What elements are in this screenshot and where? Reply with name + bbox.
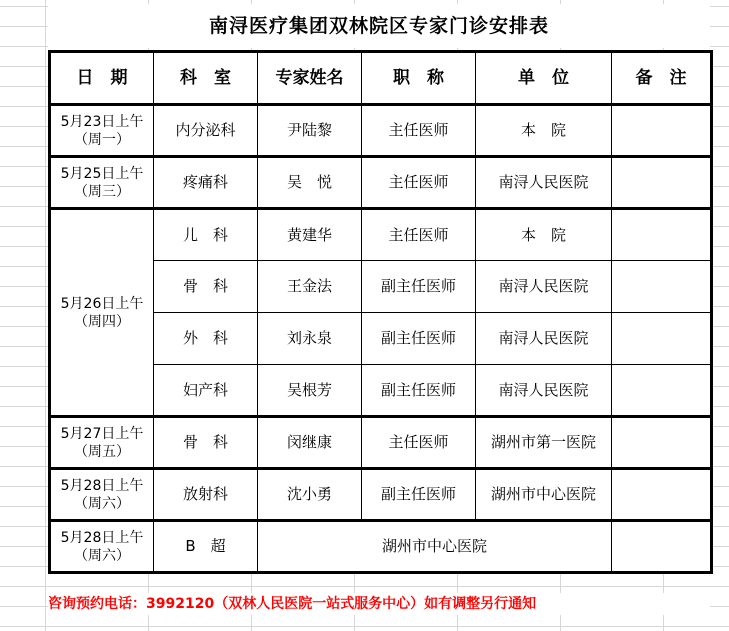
expert-cell: 吴 悦 <box>258 157 362 209</box>
note-cell <box>612 313 712 365</box>
date-cell <box>50 469 154 521</box>
note-cell <box>612 469 712 521</box>
note-cell <box>612 105 712 157</box>
position-cell: 主任医师 <box>362 157 476 209</box>
header-position: 职 称 <box>362 52 476 105</box>
page-title: 南浔医疗集团双林院区专家门诊安排表 <box>48 4 710 48</box>
header-dept: 科 室 <box>154 52 258 105</box>
position-cell: 主任医师 <box>362 417 476 469</box>
date-text: 5月25日上午 <box>60 165 144 182</box>
note-cell <box>612 157 712 209</box>
table-row <box>50 209 712 261</box>
weekday-text: （周一） <box>74 131 130 148</box>
header-row <box>50 52 712 105</box>
table-row <box>50 469 712 521</box>
note-cell <box>612 365 712 417</box>
note-cell <box>612 261 712 313</box>
weekday-text: （周五） <box>74 443 130 460</box>
dept-cell: 儿 科 <box>154 209 258 261</box>
unit-cell: 湖州市中心医院 <box>476 469 612 521</box>
date-text: 5月28日上午 <box>60 529 144 546</box>
dept-cell: 疼痛科 <box>154 157 258 209</box>
position-cell: 副主任医师 <box>362 313 476 365</box>
dept-cell: 外 科 <box>154 313 258 365</box>
unit-cell: 本 院 <box>476 105 612 157</box>
expert-cell: 黄建华 <box>258 209 362 261</box>
date-cell <box>50 157 154 209</box>
unit-cell: 南浔人民医院 <box>476 365 612 417</box>
expert-cell: 吴根芳 <box>258 365 362 417</box>
note-cell <box>612 209 712 261</box>
position-cell: 副主任医师 <box>362 469 476 521</box>
position-cell: 副主任医师 <box>362 261 476 313</box>
dept-cell: 妇产科 <box>154 365 258 417</box>
table-row <box>50 521 712 573</box>
position-cell: 副主任医师 <box>362 365 476 417</box>
unit-cell: 南浔人民医院 <box>476 261 612 313</box>
table-row <box>50 417 712 469</box>
date-text: 5月28日上午 <box>60 477 144 494</box>
dept-cell: 内分泌科 <box>154 105 258 157</box>
position-cell: 主任医师 <box>362 105 476 157</box>
weekday-text: （周六） <box>74 547 130 564</box>
weekday-text: （周三） <box>74 183 130 200</box>
unit-cell: 湖州市中心医院 <box>258 521 612 573</box>
unit-cell: 南浔人民医院 <box>476 313 612 365</box>
expert-cell: 尹陆黎 <box>258 105 362 157</box>
dept-cell: 放射科 <box>154 469 258 521</box>
unit-cell: 南浔人民医院 <box>476 157 612 209</box>
expert-cell: 王金法 <box>258 261 362 313</box>
date-text: 5月23日上午 <box>60 113 144 130</box>
date-cell <box>50 209 154 417</box>
header-note: 备 注 <box>612 52 712 105</box>
unit-cell: 湖州市第一医院 <box>476 417 612 469</box>
note-cell <box>612 521 712 573</box>
header-unit: 单 位 <box>476 52 612 105</box>
unit-cell: 本 院 <box>476 209 612 261</box>
expert-cell: 沈小勇 <box>258 469 362 521</box>
header-expert: 专家姓名 <box>258 52 362 105</box>
position-cell: 主任医师 <box>362 209 476 261</box>
table-row <box>50 157 712 209</box>
date-text: 5月26日上午 <box>60 295 144 312</box>
footer-note: 咨询预约电话：3992120（双林人民医院一站式服务中心）如有调整另行通知 <box>48 593 710 615</box>
date-cell <box>50 105 154 157</box>
expert-cell: 刘永泉 <box>258 313 362 365</box>
header-date: 日 期 <box>50 52 154 105</box>
note-cell <box>612 417 712 469</box>
dept-cell: 骨 科 <box>154 261 258 313</box>
table-row <box>50 105 712 157</box>
date-text: 5月27日上午 <box>60 425 144 442</box>
dept-cell: 骨 科 <box>154 417 258 469</box>
date-cell <box>50 417 154 469</box>
expert-cell: 闵继康 <box>258 417 362 469</box>
dept-cell: B 超 <box>154 521 258 573</box>
weekday-text: （周六） <box>74 495 130 512</box>
weekday-text: （周四） <box>74 313 130 330</box>
date-cell <box>50 521 154 573</box>
schedule-table <box>48 50 713 574</box>
